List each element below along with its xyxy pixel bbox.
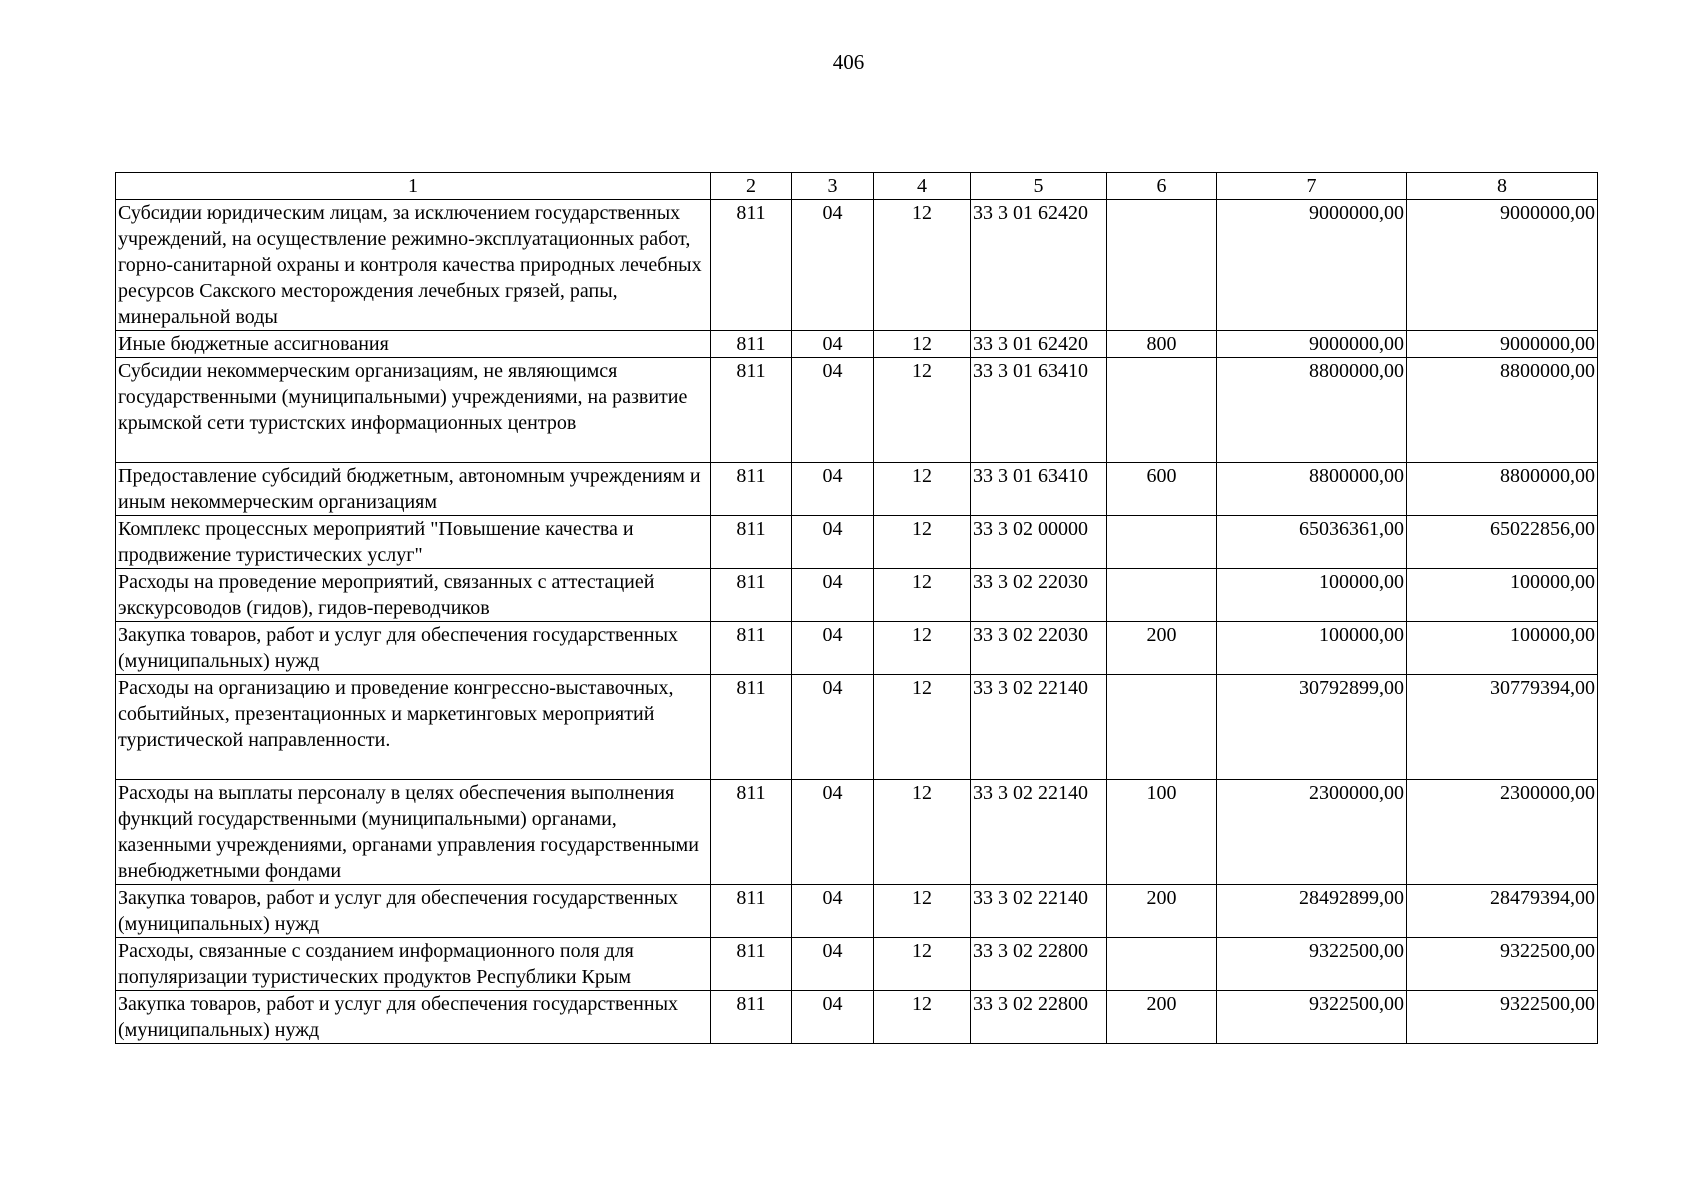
row-code-811: 811 <box>711 780 792 885</box>
row-target-code: 33 3 01 63410 <box>971 463 1107 516</box>
row-section: 04 <box>792 331 874 358</box>
row-subsection: 12 <box>874 780 971 885</box>
row-amount-col7: 28492899,00 <box>1217 885 1407 938</box>
row-section: 04 <box>792 569 874 622</box>
row-amount-col7: 30792899,00 <box>1217 675 1407 780</box>
row-code-811: 811 <box>711 331 792 358</box>
page-number: 406 <box>832 50 865 74</box>
row-amount-col7: 8800000,00 <box>1217 358 1407 463</box>
row-description: Расходы на организацию и проведение конгрессно-выставочных, событийных, презентационных и маркетинговых мероприятий туристической направленности. <box>116 675 711 780</box>
header-cell: 8 <box>1407 173 1598 200</box>
table-row <box>116 331 1598 358</box>
row-section: 04 <box>792 358 874 463</box>
table-row <box>116 885 1598 938</box>
row-target-code: 33 3 01 62420 <box>971 200 1107 331</box>
header-row <box>116 173 1598 200</box>
row-expense-type: 200 <box>1107 885 1217 938</box>
row-section: 04 <box>792 675 874 780</box>
row-expense-type: 200 <box>1107 991 1217 1044</box>
row-amount-col8: 100000,00 <box>1407 622 1598 675</box>
row-amount-col8: 9000000,00 <box>1407 200 1598 331</box>
row-description: Закупка товаров, работ и услуг для обеспечения государственных (муниципальных) нужд <box>116 885 711 938</box>
table-header <box>116 173 1598 200</box>
row-subsection: 12 <box>874 991 971 1044</box>
row-amount-col8: 2300000,00 <box>1407 780 1598 885</box>
table-row <box>116 991 1598 1044</box>
budget-table <box>115 172 1598 1044</box>
row-amount-col7: 100000,00 <box>1217 569 1407 622</box>
row-description: Расходы на проведение мероприятий, связанных с аттестацией экскурсоводов (гидов), гидов-переводчиков <box>116 569 711 622</box>
row-target-code: 33 3 02 22030 <box>971 622 1107 675</box>
row-code-811: 811 <box>711 622 792 675</box>
row-description: Закупка товаров, работ и услуг для обеспечения государственных (муниципальных) нужд <box>116 622 711 675</box>
row-subsection: 12 <box>874 622 971 675</box>
row-description: Иные бюджетные ассигнования <box>116 331 711 358</box>
row-subsection: 12 <box>874 569 971 622</box>
row-subsection: 12 <box>874 200 971 331</box>
row-description: Закупка товаров, работ и услуг для обеспечения государственных (муниципальных) нужд <box>116 991 711 1044</box>
row-amount-col7: 100000,00 <box>1217 622 1407 675</box>
row-code-811: 811 <box>711 885 792 938</box>
row-amount-col7: 8800000,00 <box>1217 463 1407 516</box>
table-body <box>116 200 1598 1044</box>
row-description: Субсидии некоммерческим организациям, не являющимся государственными (муниципальными) учреждениями, на развитие крымской сети туристских информационных центров <box>116 358 711 463</box>
row-expense-type <box>1107 938 1217 991</box>
row-amount-col7: 9322500,00 <box>1217 938 1407 991</box>
row-description: Комплекс процессных мероприятий "Повышение качества и продвижение туристических услуг" <box>116 516 711 569</box>
row-expense-type <box>1107 358 1217 463</box>
row-code-811: 811 <box>711 938 792 991</box>
row-amount-col7: 9000000,00 <box>1217 331 1407 358</box>
row-code-811: 811 <box>711 516 792 569</box>
row-description: Расходы на выплаты персоналу в целях обеспечения выполнения функций государственными (муниципальными) органами, казенными учреждениями, органами управления государственными внебюджетными фондами <box>116 780 711 885</box>
header-cell: 7 <box>1217 173 1407 200</box>
row-section: 04 <box>792 938 874 991</box>
row-subsection: 12 <box>874 463 971 516</box>
row-amount-col8: 9322500,00 <box>1407 991 1598 1044</box>
header-cell: 4 <box>874 173 971 200</box>
row-amount-col8: 8800000,00 <box>1407 463 1598 516</box>
row-target-code: 33 3 01 63410 <box>971 358 1107 463</box>
row-expense-type: 200 <box>1107 622 1217 675</box>
row-code-811: 811 <box>711 358 792 463</box>
row-expense-type <box>1107 675 1217 780</box>
row-target-code: 33 3 01 62420 <box>971 331 1107 358</box>
row-section: 04 <box>792 516 874 569</box>
row-section: 04 <box>792 991 874 1044</box>
row-subsection: 12 <box>874 331 971 358</box>
row-target-code: 33 3 02 22140 <box>971 675 1107 780</box>
table-row <box>116 622 1598 675</box>
header-cell: 5 <box>971 173 1107 200</box>
row-target-code: 33 3 02 22800 <box>971 938 1107 991</box>
table-row <box>116 200 1598 331</box>
row-target-code: 33 3 02 00000 <box>971 516 1107 569</box>
row-expense-type <box>1107 516 1217 569</box>
row-code-811: 811 <box>711 675 792 780</box>
row-description: Предоставление субсидий бюджетным, автономным учреждениям и иным некоммерческим организациям <box>116 463 711 516</box>
row-subsection: 12 <box>874 516 971 569</box>
header-cell: 6 <box>1107 173 1217 200</box>
row-amount-col8: 9322500,00 <box>1407 938 1598 991</box>
row-amount-col7: 65036361,00 <box>1217 516 1407 569</box>
table-row <box>116 675 1598 780</box>
row-code-811: 811 <box>711 200 792 331</box>
row-subsection: 12 <box>874 938 971 991</box>
row-code-811: 811 <box>711 463 792 516</box>
table-row <box>116 516 1598 569</box>
row-expense-type: 600 <box>1107 463 1217 516</box>
row-amount-col7: 9000000,00 <box>1217 200 1407 331</box>
row-section: 04 <box>792 780 874 885</box>
row-target-code: 33 3 02 22800 <box>971 991 1107 1044</box>
header-cell: 3 <box>792 173 874 200</box>
row-subsection: 12 <box>874 885 971 938</box>
row-amount-col8: 30779394,00 <box>1407 675 1598 780</box>
row-amount-col8: 65022856,00 <box>1407 516 1598 569</box>
header-cell: 2 <box>711 173 792 200</box>
row-code-811: 811 <box>711 991 792 1044</box>
row-subsection: 12 <box>874 358 971 463</box>
row-amount-col8: 8800000,00 <box>1407 358 1598 463</box>
row-section: 04 <box>792 463 874 516</box>
row-expense-type <box>1107 200 1217 331</box>
row-code-811: 811 <box>711 569 792 622</box>
row-subsection: 12 <box>874 675 971 780</box>
row-expense-type: 800 <box>1107 331 1217 358</box>
row-expense-type <box>1107 569 1217 622</box>
row-target-code: 33 3 02 22030 <box>971 569 1107 622</box>
row-amount-col8: 9000000,00 <box>1407 331 1598 358</box>
row-amount-col7: 9322500,00 <box>1217 991 1407 1044</box>
table-row <box>116 569 1598 622</box>
table-row <box>116 938 1598 991</box>
row-section: 04 <box>792 622 874 675</box>
row-target-code: 33 3 02 22140 <box>971 885 1107 938</box>
row-section: 04 <box>792 200 874 331</box>
table-row <box>116 463 1598 516</box>
row-amount-col8: 28479394,00 <box>1407 885 1598 938</box>
row-description: Расходы, связанные с созданием информационного поля для популяризации туристических продуктов Республики Крым <box>116 938 711 991</box>
row-expense-type: 100 <box>1107 780 1217 885</box>
table-row <box>116 780 1598 885</box>
row-amount-col7: 2300000,00 <box>1217 780 1407 885</box>
table-row <box>116 358 1598 463</box>
header-cell: 1 <box>116 173 711 200</box>
row-description: Субсидии юридическим лицам, за исключением государственных учреждений, на осуществление режимно-эксплуатационных работ, горно-санитарной охраны и контроля качества природных лечебных ресурсов Сакского месторождения лечебных грязей, рапы, минеральной воды <box>116 200 711 331</box>
row-section: 04 <box>792 885 874 938</box>
row-target-code: 33 3 02 22140 <box>971 780 1107 885</box>
row-amount-col8: 100000,00 <box>1407 569 1598 622</box>
